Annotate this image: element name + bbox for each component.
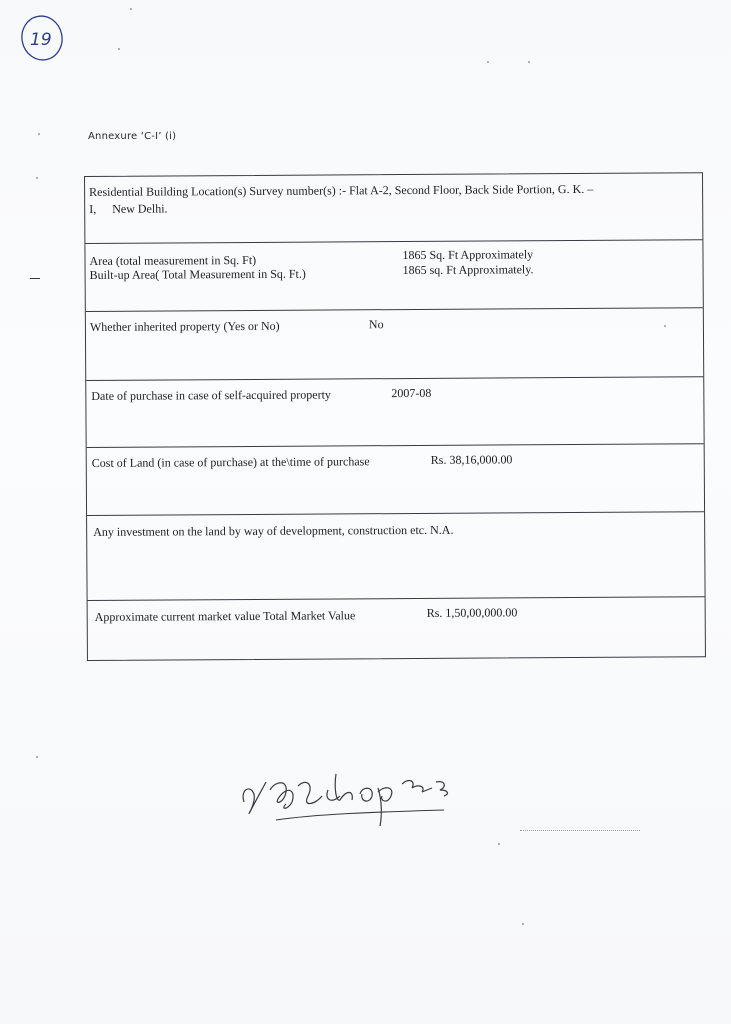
table-row-investment [87,512,705,601]
area-label: Area (total measurement in Sq. Ft) [89,252,257,268]
inherited-label: Whether inherited property (Yes or No) [89,318,280,334]
built-up-area-label: Built-up Area( Total Measurement in Sq. Ft.) [89,266,306,282]
signature [236,760,496,832]
location-line-2 [89,201,167,216]
location-line-2-prefix: I, [89,201,97,216]
table-row-inherited [86,308,703,381]
table-row-purchase-date [86,377,703,448]
purchase-date-label: Date of purchase in case of self-acquired property [91,387,331,403]
location-line-2-rest: New Delhi. [112,201,168,216]
market-value-value: Rs. 1,50,00,000.00 [426,605,518,620]
page-number-circle [16,12,64,64]
location-line-1: Residential Building Location(s) Survey number(s) :- Flat A-2, Second Floor, Back Side Portion, G. K. – [89,181,594,199]
margin-mark [30,278,40,279]
investment-label: Any investment on the land by way of development, construction etc. N.A. [93,522,454,539]
table-row-market-value [88,597,705,661]
property-details-table [84,172,706,661]
dotted-mark [520,830,640,831]
land-cost-value: Rs. 38,16,000.00 [430,452,513,467]
table-row-land-cost [87,444,704,516]
purchase-date-value: 2007-08 [391,385,432,401]
area-value: 1865 Sq. Ft Approximately [402,247,534,263]
table-row-area [85,240,702,312]
market-value-label: Approximate current market value Total Market Value [94,608,356,624]
page-number-text: 19 [30,30,52,50]
land-cost-label: Cost of Land (in case of purchase) at the\time of purchase [91,454,370,470]
inherited-value: No [368,317,384,332]
annexure-heading: Annexure ‘C-I’ (i) [88,131,177,142]
table-row-location [85,173,702,244]
built-up-area-value: 1865 sq. Ft Approximately. [402,262,534,278]
